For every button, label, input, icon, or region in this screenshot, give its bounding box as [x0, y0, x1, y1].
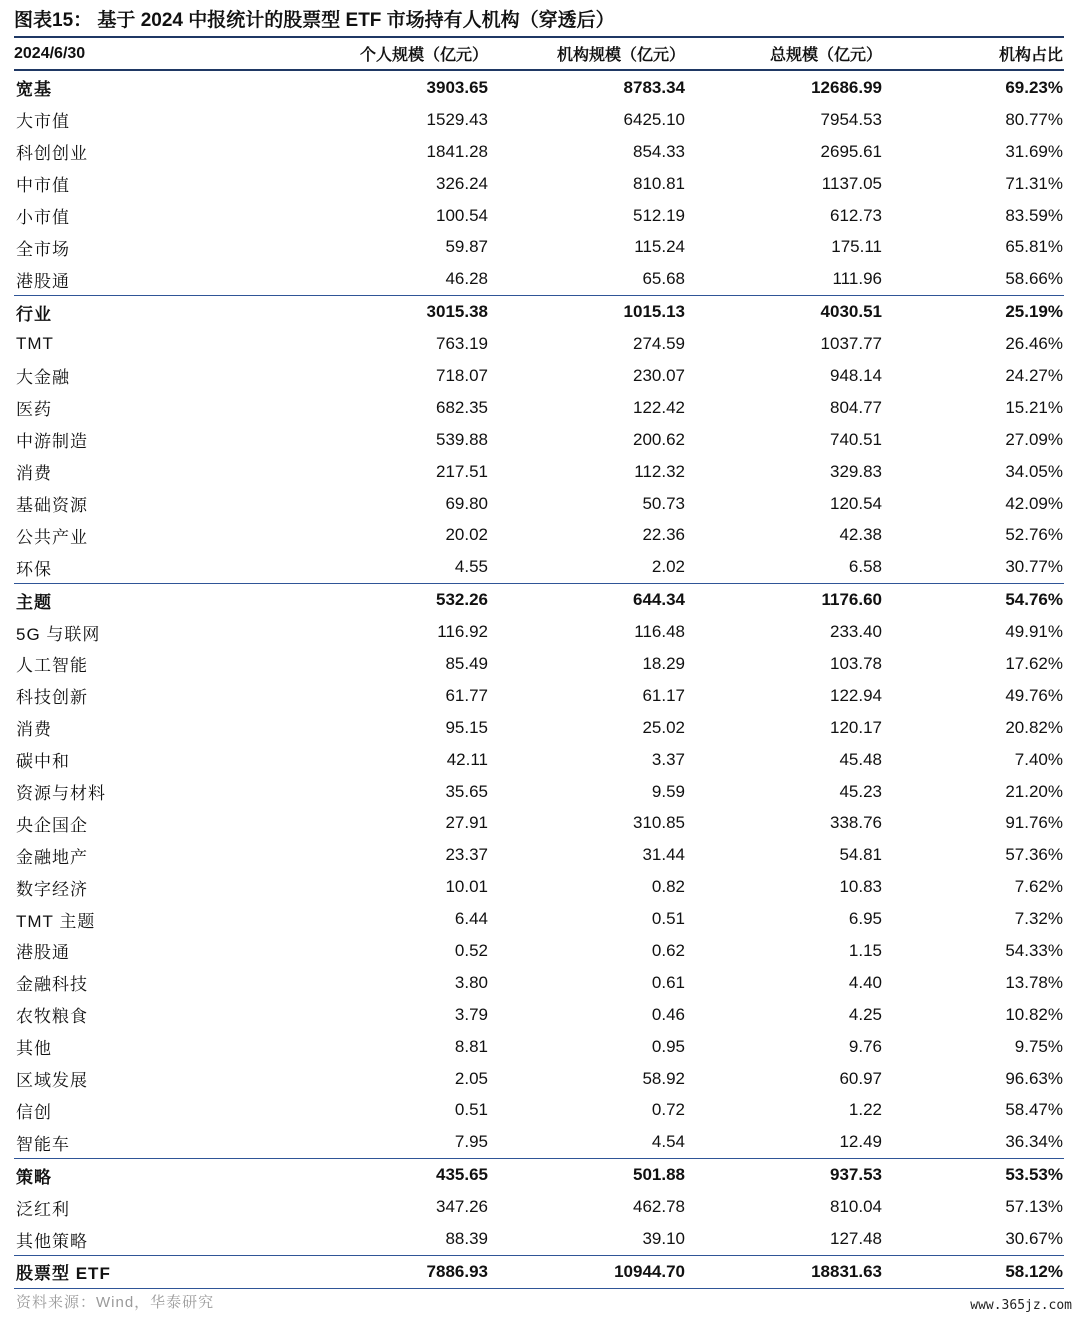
- row-individual: 116.92: [437, 622, 488, 642]
- table-row: [14, 1158, 1064, 1191]
- row-label: 人工智能: [16, 656, 88, 676]
- row-label: TMT 主题: [16, 911, 96, 931]
- source-note: 资料来源：Wind，华泰研究: [16, 1294, 215, 1311]
- row-label: 金融地产: [16, 847, 88, 867]
- row-individual: 59.87: [445, 237, 488, 257]
- row-total: 12686.99: [811, 77, 882, 97]
- row-institution: 644.34: [633, 590, 685, 610]
- table-header: [14, 38, 1064, 69]
- row-institution: 0.62: [651, 940, 685, 960]
- row-total: 740.51: [830, 429, 882, 449]
- row-individual: 20.02: [445, 525, 488, 545]
- table-row: [14, 680, 1064, 712]
- row-total: 2695.61: [820, 141, 882, 161]
- row-total: 1.15: [848, 940, 882, 960]
- row-institution: 0.95: [651, 1036, 685, 1056]
- row-label: 中游制造: [16, 432, 88, 452]
- row-label: 智能车: [16, 1134, 70, 1154]
- row-label: 基础资源: [16, 496, 88, 516]
- row-institution: 61.17: [642, 685, 685, 705]
- row-institution: 65.68: [642, 269, 685, 289]
- row-individual: 682.35: [436, 397, 488, 417]
- row-individual: 326.24: [436, 173, 488, 193]
- row-label: 策略: [16, 1167, 52, 1187]
- row-institution: 116.48: [634, 622, 685, 642]
- row-ratio: 25.19%: [1005, 302, 1063, 322]
- row-individual: 85.49: [445, 653, 488, 673]
- row-ratio: 54.33%: [1005, 940, 1063, 960]
- row-label: 央企国企: [16, 815, 88, 835]
- table-row: [14, 776, 1064, 808]
- row-ratio: 58.47%: [1005, 1100, 1063, 1120]
- row-label: 5G 与联网: [16, 624, 101, 644]
- row-total: 1137.05: [821, 173, 882, 193]
- table-row: [14, 616, 1064, 648]
- row-individual: 95.15: [445, 717, 488, 737]
- row-label: 农牧粮食: [16, 1007, 88, 1027]
- table-row: [14, 72, 1064, 104]
- row-label: 泛红利: [16, 1199, 70, 1219]
- row-individual: 435.65: [436, 1165, 488, 1185]
- row-institution: 22.36: [642, 525, 685, 545]
- row-ratio: 21.20%: [1005, 781, 1063, 801]
- table-row: [14, 328, 1064, 360]
- table-row: [14, 871, 1064, 903]
- row-ratio: 57.36%: [1005, 845, 1063, 865]
- row-individual: 1841.28: [426, 141, 488, 161]
- row-total: 175.11: [831, 237, 882, 257]
- row-label: 碳中和: [16, 752, 70, 772]
- row-institution: 810.81: [633, 173, 685, 193]
- row-ratio: 71.31%: [1005, 173, 1063, 193]
- row-institution: 115.24: [634, 237, 685, 257]
- row-total: 810.04: [830, 1197, 882, 1217]
- row-label: 大市值: [16, 112, 70, 132]
- table-row: [14, 168, 1064, 200]
- row-total: 45.23: [839, 781, 882, 801]
- row-ratio: 9.75%: [1014, 1036, 1063, 1056]
- table-row: [14, 839, 1064, 871]
- row-institution: 3.37: [651, 749, 685, 769]
- row-label: 全市场: [16, 239, 70, 259]
- row-ratio: 30.67%: [1005, 1229, 1063, 1248]
- row-total: 10.83: [839, 877, 882, 897]
- table-row: [14, 1095, 1064, 1127]
- row-label: 其他策略: [16, 1231, 88, 1251]
- row-ratio: 7.40%: [1014, 749, 1063, 769]
- row-ratio: 96.63%: [1005, 1068, 1063, 1088]
- row-ratio: 30.77%: [1005, 557, 1063, 577]
- row-label: 科技创新: [16, 688, 88, 708]
- table-row: [14, 648, 1064, 680]
- table-row: [14, 456, 1064, 488]
- row-ratio: 34.05%: [1005, 461, 1063, 481]
- header-ratio: 机构占比: [998, 47, 1063, 64]
- row-ratio: 54.76%: [1005, 590, 1063, 610]
- row-total: 1.22: [848, 1100, 882, 1120]
- row-individual: 7.95: [454, 1132, 488, 1152]
- row-label: 其他: [16, 1039, 52, 1059]
- row-total: 948.14: [830, 365, 882, 385]
- row-label: 小市值: [16, 208, 70, 227]
- row-total: 4.40: [848, 972, 882, 992]
- row-label: 宽基: [16, 80, 52, 100]
- row-label: 主题: [16, 592, 52, 612]
- row-individual: 3015.38: [426, 302, 488, 322]
- row-institution: 0.82: [651, 877, 685, 897]
- row-individual: 8.81: [454, 1036, 488, 1056]
- row-ratio: 58.66%: [1005, 269, 1063, 289]
- table-row: [14, 551, 1064, 583]
- watermark: www.365jz.com: [970, 1298, 1072, 1313]
- row-ratio: 52.76%: [1005, 525, 1063, 545]
- row-institution: 310.85: [633, 813, 685, 833]
- row-institution: 9.59: [651, 781, 685, 801]
- row-ratio: 17.62%: [1005, 653, 1063, 673]
- row-total: 804.77: [830, 397, 882, 417]
- header-total: 总规模（亿元）: [769, 47, 882, 64]
- header-institution: 机构规模（亿元）: [556, 47, 685, 64]
- row-ratio: 27.09%: [1005, 429, 1063, 449]
- row-total: 127.48: [830, 1229, 882, 1248]
- row-ratio: 31.69%: [1005, 141, 1063, 161]
- row-label: 行业: [16, 304, 52, 324]
- row-total: 6.58: [848, 557, 882, 577]
- row-institution: 512.19: [633, 205, 685, 225]
- table-row: [14, 583, 1064, 616]
- row-individual: 718.07: [436, 365, 488, 385]
- row-individual: 88.39: [445, 1229, 488, 1248]
- row-total: 6.95: [848, 909, 882, 929]
- row-institution: 2.02: [651, 557, 685, 577]
- row-ratio: 80.77%: [1005, 109, 1063, 129]
- row-total: 4030.51: [820, 302, 882, 322]
- header-date: 2024/6/30: [14, 44, 86, 62]
- row-total: 120.17: [830, 717, 882, 737]
- row-total: 612.73: [830, 205, 882, 225]
- row-ratio: 7.62%: [1014, 877, 1063, 897]
- row-institution: 0.51: [651, 909, 685, 929]
- row-ratio: 7.32%: [1014, 909, 1063, 929]
- row-individual: 42.11: [446, 749, 488, 769]
- table-row: [14, 104, 1064, 136]
- table-row: [14, 1126, 1064, 1158]
- row-total: 42.38: [839, 525, 882, 545]
- row-ratio: 57.13%: [1005, 1197, 1063, 1217]
- row-ratio: 69.23%: [1005, 77, 1063, 97]
- row-individual: 61.77: [445, 685, 488, 705]
- figure-title: 图表15： 基于 2024 中报统计的股票型 ETF 市场持有人机构（穿透后）: [14, 10, 615, 31]
- header-individual: 个人规模（亿元）: [359, 47, 488, 64]
- row-total: 9.76: [848, 1036, 882, 1056]
- row-institution: 10944.70: [614, 1261, 685, 1281]
- row-total: 18831.63: [811, 1261, 882, 1281]
- row-label: TMT: [16, 334, 54, 354]
- row-ratio: 42.09%: [1005, 493, 1063, 513]
- row-label: 医药: [16, 400, 52, 420]
- table-row: [14, 999, 1064, 1031]
- row-label: 数字经济: [16, 879, 88, 899]
- row-total: 111.96: [832, 269, 882, 289]
- row-institution: 854.33: [633, 141, 685, 161]
- row-ratio: 91.76%: [1005, 813, 1063, 833]
- row-institution: 112.32: [634, 461, 685, 481]
- row-total: 54.81: [839, 845, 882, 865]
- row-individual: 69.80: [445, 493, 488, 513]
- table-row: [14, 807, 1064, 839]
- row-total: 60.97: [839, 1068, 882, 1088]
- table-row: [14, 935, 1064, 967]
- row-institution: 58.92: [642, 1068, 685, 1088]
- table-row: [14, 424, 1064, 456]
- row-total: 4.25: [848, 1004, 882, 1024]
- row-individual: 100.54: [436, 205, 488, 225]
- row-institution: 274.59: [633, 334, 685, 354]
- row-institution: 122.42: [633, 397, 685, 417]
- table-row: [14, 1191, 1064, 1223]
- table-row: [14, 231, 1064, 263]
- row-institution: 8783.34: [623, 77, 685, 97]
- row-total: 12.49: [839, 1132, 882, 1152]
- table-body: [14, 72, 1064, 1289]
- row-individual: 27.91: [445, 813, 488, 833]
- table-row: [14, 295, 1064, 328]
- row-ratio: 53.53%: [1005, 1165, 1063, 1185]
- table-row: [14, 136, 1064, 168]
- row-individual: 7886.93: [426, 1261, 488, 1281]
- row-total: 233.40: [830, 622, 882, 642]
- row-institution: 462.78: [633, 1197, 685, 1217]
- row-ratio: 36.34%: [1005, 1132, 1063, 1152]
- row-label: 消费: [16, 720, 52, 740]
- row-total: 120.54: [830, 493, 882, 513]
- row-individual: 23.37: [445, 845, 488, 865]
- row-label: 中市值: [16, 176, 70, 196]
- row-total: 937.53: [830, 1165, 882, 1185]
- table-row: [14, 744, 1064, 776]
- row-institution: 200.62: [633, 429, 685, 449]
- row-total: 45.48: [839, 749, 882, 769]
- row-ratio: 13.78%: [1005, 972, 1063, 992]
- table-row: [14, 967, 1064, 999]
- row-institution: 1015.13: [623, 302, 685, 322]
- row-label: 公共产业: [16, 527, 88, 547]
- row-ratio: 26.46%: [1005, 334, 1063, 354]
- header-bottom-rule: [14, 69, 1064, 71]
- row-institution: 0.46: [651, 1004, 685, 1024]
- row-individual: 539.88: [436, 429, 488, 449]
- row-institution: 0.61: [651, 972, 685, 992]
- row-ratio: 49.76%: [1005, 685, 1063, 705]
- table-row: [14, 1063, 1064, 1095]
- row-individual: 0.52: [454, 940, 488, 960]
- table-row: [14, 392, 1064, 424]
- row-institution: 25.02: [642, 717, 685, 737]
- table-row: [14, 360, 1064, 392]
- row-label: 信创: [16, 1102, 52, 1122]
- row-individual: 10.01: [445, 877, 488, 897]
- row-label: 区域发展: [16, 1071, 88, 1091]
- row-total: 1037.77: [820, 334, 882, 354]
- row-individual: 4.55: [454, 557, 488, 577]
- row-individual: 46.28: [445, 269, 488, 289]
- row-institution: 31.44: [642, 845, 685, 865]
- table-row: [14, 1255, 1064, 1289]
- row-institution: 39.10: [642, 1229, 685, 1248]
- row-ratio: 49.91%: [1005, 622, 1063, 642]
- row-ratio: 10.82%: [1005, 1004, 1063, 1024]
- row-individual: 763.19: [436, 334, 488, 354]
- row-institution: 50.73: [642, 493, 685, 513]
- row-label: 资源与材料: [16, 784, 106, 804]
- row-ratio: 20.82%: [1005, 717, 1063, 737]
- row-institution: 6425.10: [623, 109, 685, 129]
- row-label: 大金融: [16, 368, 70, 388]
- row-individual: 532.26: [436, 590, 488, 610]
- row-individual: 217.51: [436, 461, 488, 481]
- row-ratio: 58.12%: [1005, 1261, 1063, 1281]
- row-ratio: 15.21%: [1005, 397, 1063, 417]
- row-individual: 0.51: [454, 1100, 488, 1120]
- row-institution: 501.88: [633, 1165, 685, 1185]
- row-individual: 3903.65: [426, 77, 488, 97]
- table-row: [14, 200, 1064, 232]
- row-individual: 6.44: [454, 909, 488, 929]
- row-individual: 347.26: [436, 1197, 488, 1217]
- row-label: 环保: [16, 559, 52, 579]
- table-row: [14, 712, 1064, 744]
- row-institution: 0.72: [651, 1100, 685, 1120]
- row-label: 港股通: [16, 271, 70, 291]
- row-ratio: 83.59%: [1005, 205, 1063, 225]
- row-label: 消费: [16, 464, 52, 484]
- row-individual: 3.79: [454, 1004, 488, 1024]
- table-row: [14, 263, 1064, 295]
- row-ratio: 65.81%: [1005, 237, 1063, 257]
- row-total: 329.83: [830, 461, 882, 481]
- row-label: 港股通: [16, 943, 70, 963]
- row-total: 1176.60: [821, 590, 882, 610]
- row-label: 科创创业: [16, 144, 88, 164]
- row-ratio: 24.27%: [1005, 365, 1063, 385]
- row-label: 股票型 ETF: [16, 1264, 111, 1284]
- table-row: [14, 488, 1064, 520]
- row-total: 7954.53: [820, 109, 882, 129]
- row-institution: 230.07: [633, 365, 685, 385]
- row-institution: 4.54: [651, 1132, 685, 1152]
- row-individual: 35.65: [445, 781, 488, 801]
- row-individual: 2.05: [454, 1068, 488, 1088]
- row-institution: 18.29: [642, 653, 685, 673]
- row-individual: 3.80: [454, 972, 488, 992]
- row-label: 金融科技: [16, 975, 88, 995]
- row-total: 122.94: [830, 685, 882, 705]
- table-row: [14, 1223, 1064, 1255]
- table-row: [14, 519, 1064, 551]
- row-total: 338.76: [830, 813, 882, 833]
- row-total: 103.78: [830, 653, 882, 673]
- table-row: [14, 1031, 1064, 1063]
- row-individual: 1529.43: [426, 109, 488, 129]
- table-row: [14, 903, 1064, 935]
